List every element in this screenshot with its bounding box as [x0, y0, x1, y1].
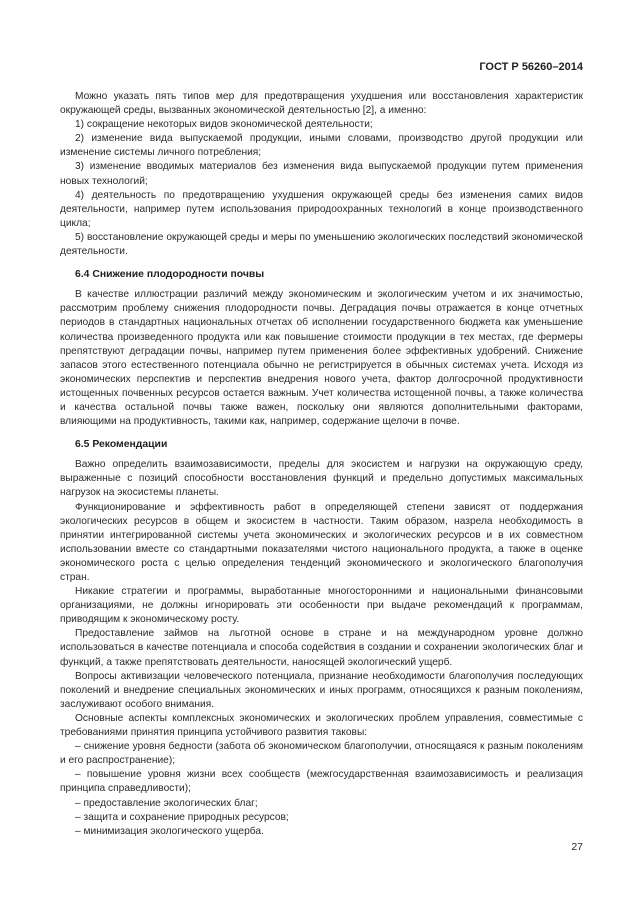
list-item: 5) восстановление окружающей среды и меры по уменьшению экологических последствий экономической деятельности.: [60, 231, 583, 258]
list-item: – повышение уровня жизни всех сообществ (межгосударственная взаимозависимость и реализация принципа справедливости);: [60, 769, 583, 795]
paragraph: Функционирование и эффективность работ в определяющей степени зависят от поддержания экологических ресурсов в общем и экосистем в частности. Таким образом, назрела необходимость в принятии интегрированной системы учета экономических и экологических ресурсов и в их совместном использовании вместе со стандартными показателями чистого национального продукта, а также в оценке экономического роста с целью определения тенденций экономического и экологического благополучия стран.: [60, 501, 583, 583]
list-item: – предоставление экологических благ;: [75, 797, 258, 809]
paragraph: Важно определить взаимозависимости, пределы для экосистем и нагрузки на окружающую среду, выраженные с позиций способности восстановления функций и предельно допустимых максимальных нагрузок на экосистемы планеты.: [60, 459, 583, 499]
page-body: [60, 90, 583, 839]
paragraph: Можно указать пять типов мер для предотвращения ухудшения или восстановления характеристик окружающей среды, вызванных экономической деятельностью [2], а именно:: [60, 91, 583, 117]
paragraph: В качестве иллюстрации различий между экономическим и экологическим учетом и их значимостью, рассмотрим проблему снижения плодородности почвы. Деградация почвы отражается в конце отчетных периодов в стандартных национальных отчетах об исполнении государственного бюджета как уменьшение количества произведенного продукта или как повышение стоимости продукции в тех местах, где фермеры препятствуют деградации почвы, например путем применения более эффективных удобрений. Снижение запасов этого естественного потенциала обычно не регистрируется в обычных системах учета. Исходя из экономических перспектив и перспектив внедрения нового учета, фактор долгосрочной продуктивности истощенных почвенных ресурсов остается важным. Учет количества истощенной почвы, а также количества и качества остальной почвы также важен, поскольку они являются дополнительными факторами, влияющими на продуктивность, такими как, например, содержание щелочи в почве.: [60, 289, 583, 428]
list-item: – минимизация экологического ущерба.: [75, 825, 264, 837]
paragraph: Никакие стратегии и программы, выработанные многосторонними и национальными финансовыми организациями, не должны игнорировать эти особенности при выдаче рекомендаций к программам, приводящим к экономическому росту.: [60, 586, 583, 626]
section-heading: 6.5 Рекомендации: [75, 439, 168, 451]
list-item: – защита и сохранение природных ресурсов;: [75, 811, 289, 823]
list-item: 3) изменение вводимых материалов без изменения вида выпускаемой продукции путем применения новых технологий;: [60, 161, 583, 187]
section-heading: 6.4 Снижение плодородности почвы: [75, 269, 265, 281]
paragraph: Предоставление займов на льготной основе в стране и на международном уровне должно использоваться в качестве потенциала и способа содействия в создании и сохранении экологических благ и функций, а также препятствовать деятельности, наносящей экологический ущерб.: [60, 628, 583, 668]
paragraph: Основные аспекты комплексных экономических и экологических проблем управления, совместимые с требованиями принятия принципа устойчивого развития таковы:: [60, 712, 583, 739]
list-item: 2) изменение вида выпускаемой продукции, иными словами, производство другой продукции или изменение системы личного потребления;: [60, 133, 583, 159]
page-number: 27: [571, 841, 583, 853]
document-id-header: ГОСТ Р 56260–2014: [479, 61, 583, 73]
list-item: 1) сокращение некоторых видов экономической деятельности;: [75, 119, 373, 131]
list-item: 4) деятельность по предотвращению ухудшения окружающей среды без изменения самих видов деятельности, например путем использования природоохранных технологий в конце производственного цикла;: [60, 189, 583, 229]
paragraph: Вопросы активизации человеческого потенциала, признание необходимости благополучия последующих поколений и внедрение специальных экономических и иных программ, относящихся к разным поколениям, заслуживают особого внимания.: [60, 670, 583, 710]
list-item: – снижение уровня бедности (забота об экономическом благополучии, относящаяся к разным поколениям и его распространение);: [60, 741, 583, 767]
